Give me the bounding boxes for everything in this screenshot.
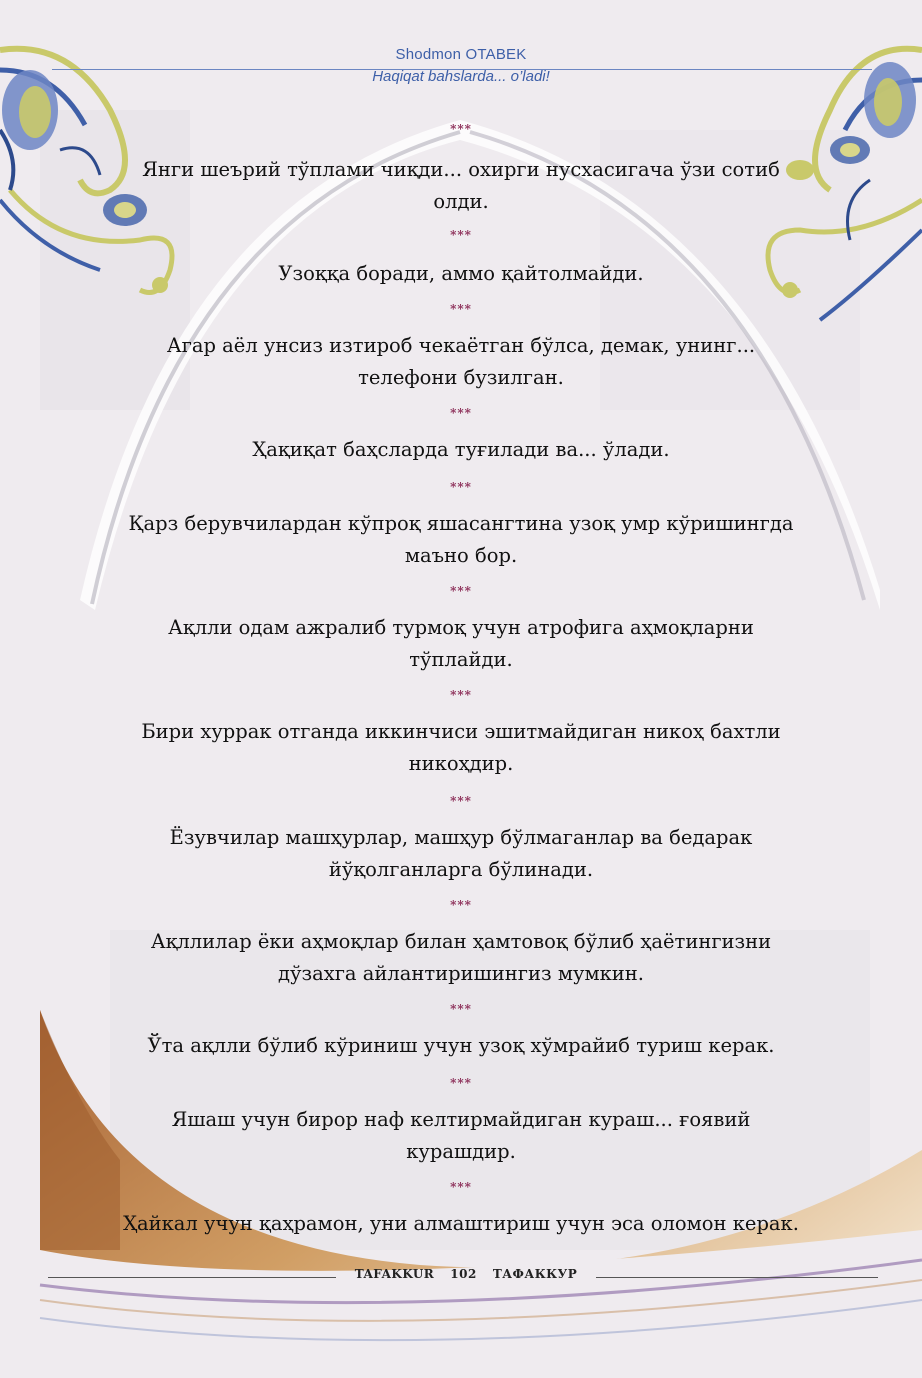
separator: *** [450,1076,472,1090]
quote [120,716,802,780]
quote [120,258,802,290]
quote-line: тўплайди. [409,648,513,671]
quote-line: Агар аёл унсиз изтироб чекаётган бўлса, демак, унинг... [166,334,756,357]
separator: *** [450,794,472,808]
quote [120,1104,802,1168]
page-footer [0,1267,922,1287]
separator: *** [450,1180,472,1194]
footer-right-title: ТАФАККУР [492,1267,578,1281]
quote-line: олди. [433,190,489,213]
quote-line: Узоққа боради, аммо қайтолмайди. [278,262,644,285]
quote-line: курашдир. [406,1140,516,1163]
separator: *** [450,122,472,136]
footer-rule-left [48,1277,336,1278]
quote-line: Ақллилар ёки аҳмоқлар билан ҳамтовоқ бўлиб ҳаётингизни [150,930,772,953]
quote [120,612,802,676]
separator: *** [450,898,472,912]
quote-line: Бири хуррак отганда иккинчиси эшитмайдиган никоҳ бахтли [141,720,781,743]
quote [120,1208,802,1240]
separator: *** [450,480,472,494]
separator: *** [450,302,472,316]
quote [120,1030,802,1062]
separator: *** [450,228,472,242]
quote [120,926,802,990]
quote-line: Яшаш учун бирор наф келтирмайдиган кураш... ғоявий [171,1108,751,1131]
quote-line: Қарз берувчилардан кўпроқ яшасангтина узоқ умр кўришингда [128,512,794,535]
quote [120,154,802,218]
separator: *** [450,406,472,420]
header-subtitle: Haqiqat bahslarda... o’ladi! [372,68,550,85]
quote-line: Янги шеърий тўплами чиқди... охирги нусхасигача ўзи сотиб [142,158,780,181]
quote [120,822,802,886]
quote-line: Ёзувчилар машҳурлар, машҳур бўлмаганлар ва бедарак [169,826,753,849]
quote-line: телефони бузилган. [358,366,564,389]
separator: *** [450,584,472,598]
quote-line: йўқолганларга бўлинади. [328,858,594,881]
quote [120,330,802,394]
footer-text [340,1267,592,1281]
quote-line: дўзахга айлантиришингиз мумкин. [277,962,645,985]
header-author: Shodmon OTABEK [395,46,527,63]
separator: *** [450,1002,472,1016]
footer-rule-right [596,1277,878,1278]
quote [120,434,802,466]
separator: *** [450,688,472,702]
footer-left-title: TAFAKKUR [354,1267,435,1281]
quote-line: Ҳақиқат баҳсларда туғилади ва... ўлади. [252,438,670,461]
quote-line: никоҳдир. [408,752,514,775]
quote [120,508,802,572]
quote-line: Ўта ақлли бўлиб кўриниш учун узоқ хўмрайиб туриш керак. [147,1034,775,1057]
quote-line: Ақлли одам ажралиб турмоқ учун атрофига аҳмоқларни [168,616,754,639]
quote-line: Ҳайкал учун қаҳрамон, уни алмаштириш учун эса оломон керак. [123,1212,799,1235]
page-number: 102 [450,1267,477,1281]
quote-line: маъно бор. [404,544,518,567]
